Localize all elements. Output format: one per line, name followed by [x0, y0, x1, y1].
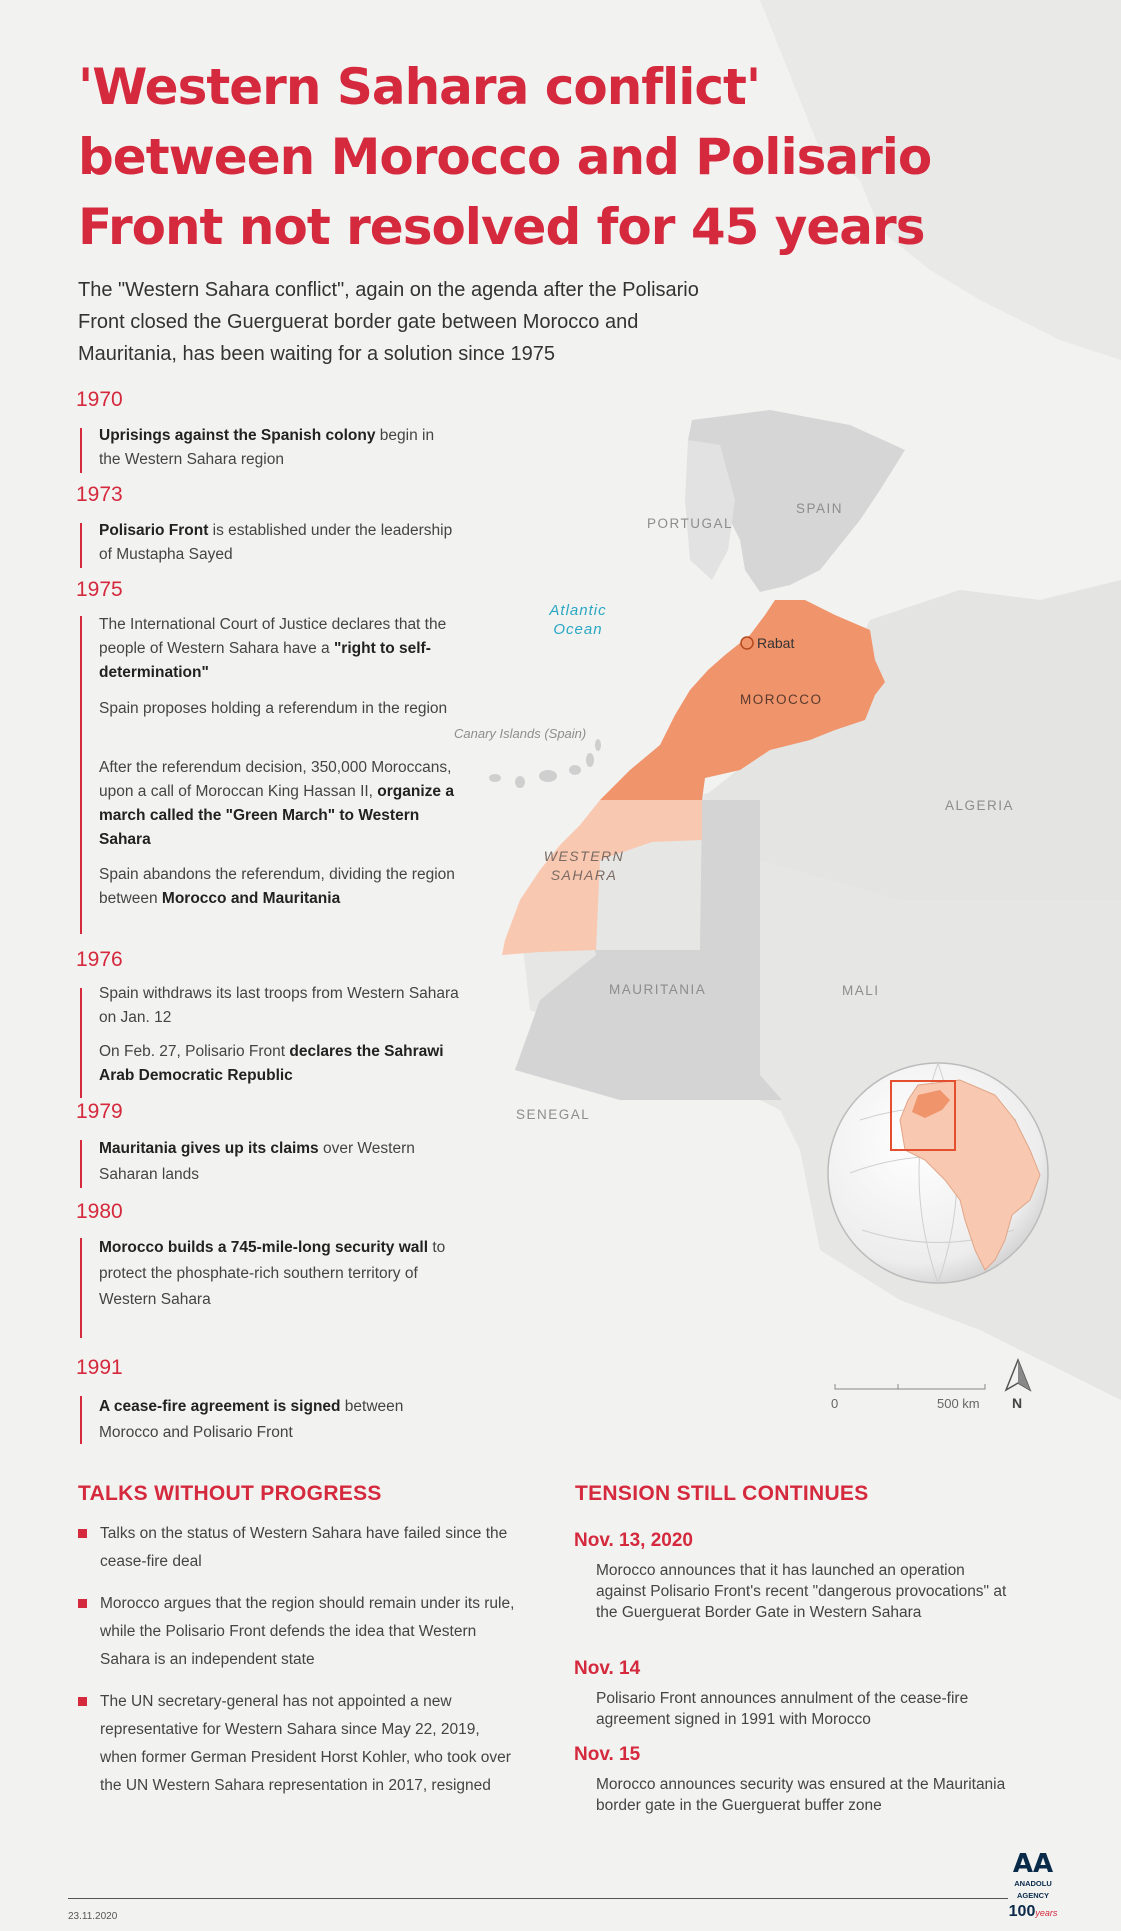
- event-1976-withdraw: [99, 982, 459, 1030]
- footer-date: 23.11.2020: [68, 1911, 118, 1922]
- event-text: over Western Saharan lands: [99, 1140, 415, 1183]
- map-label-ocean: [528, 601, 628, 639]
- map-label-algeria: ALGERIA: [945, 798, 1015, 813]
- scale-bar: [835, 1384, 985, 1389]
- event-text: Spain withdraws its last troops from Western Sahara on Jan. 12: [99, 985, 459, 1026]
- map-label-canary: Canary Islands (Spain): [454, 726, 587, 741]
- year-1979: 1979: [76, 1100, 123, 1123]
- north-arrow-icon: [1006, 1360, 1030, 1390]
- year-1970: 1970: [76, 388, 123, 411]
- title-line-3: Front not resolved for 45 years: [78, 198, 925, 256]
- talks-item: [78, 1688, 518, 1800]
- north-label: N: [1012, 1395, 1023, 1411]
- canary-islands: [489, 739, 601, 788]
- event-text: Spain abandons the referendum, dividing the region between: [99, 866, 455, 907]
- subtitle-line: Mauritania, has been waiting for a solution since 1975: [78, 343, 555, 365]
- subtitle-line: The "Western Sahara conflict", again on the agenda after the Polisario: [78, 279, 699, 301]
- event-1975-referendum: [99, 697, 459, 721]
- event-bold: Mauritania gives up its claims: [99, 1140, 319, 1157]
- timeline-bar: [80, 1396, 82, 1444]
- event-1979: [99, 1136, 459, 1188]
- talks-item-text: Morocco argues that the region should remain under its rule, while the Polisario Front defends the idea that Western Sahara is an independent state: [100, 1595, 515, 1668]
- tension-text: Morocco announces that it has launched an operation against Polisario Front's recent "dangerous provocations" at the Guerguerat Border Gate in Western Sahara: [596, 1562, 1007, 1621]
- event-bold: Morocco builds a 745-mile-long security wall: [99, 1239, 429, 1256]
- event-1991: [99, 1394, 459, 1446]
- timeline-bar: [80, 523, 82, 568]
- map-label-spain: SPAIN: [796, 501, 844, 516]
- tension-date: Nov. 13, 2020: [574, 1530, 694, 1551]
- event-1973: [99, 519, 459, 567]
- subtitle-line: Front closed the Guerguerat border gate between Morocco and: [78, 311, 639, 333]
- scale-label-zero: 0: [831, 1396, 839, 1411]
- event-bold: declares the Sahrawi Arab Democratic Republic: [99, 1043, 444, 1084]
- logo-years-number: 100: [1008, 1903, 1036, 1920]
- talks-item: [78, 1520, 518, 1576]
- talks-title: TALKS WITHOUT PROGRESS: [78, 1482, 382, 1505]
- year-1991: 1991: [76, 1356, 123, 1379]
- timeline-bar: [80, 1238, 82, 1338]
- event-1970: [99, 424, 459, 472]
- event-bold: Polisario Front: [99, 522, 209, 539]
- map-label-rabat: Rabat: [757, 635, 795, 651]
- event-bold: Uprisings against the Spanish colony: [99, 427, 376, 444]
- event-text: On Feb. 27, Polisario Front: [99, 1043, 290, 1060]
- subtitle: [78, 274, 818, 370]
- title-line-1: 'Western Sahara conflict': [78, 58, 761, 116]
- event-1975-green-march: [99, 756, 459, 852]
- timeline-bar: [80, 1140, 82, 1188]
- title-line-2: between Morocco and Polisario: [78, 128, 932, 186]
- logo-years-suffix: years: [1035, 1908, 1058, 1918]
- footer-divider: [68, 1898, 1008, 1899]
- event-bold: organize a march called the "Green March" to Western Sahara: [99, 783, 454, 848]
- talks-item-text: Talks on the status of Western Sahara have failed since the cease-fire deal: [100, 1525, 508, 1570]
- event-1980: [99, 1235, 459, 1313]
- scale-label-500: 500 km: [937, 1396, 980, 1411]
- tension-date: Nov. 15: [574, 1744, 641, 1765]
- year-1980: 1980: [76, 1200, 123, 1223]
- event-1975-division: [99, 863, 459, 911]
- tension-text: Morocco announces security was ensured at the Mauritania border gate in the Guerguerat buffer zone: [596, 1776, 1006, 1814]
- event-bold: A cease-fire agreement is signed: [99, 1398, 341, 1415]
- event-text: to protect the phosphate-rich southern territory of Western Sahara: [99, 1239, 446, 1308]
- logo-years: [998, 1902, 1068, 1923]
- year-1973: 1973: [76, 483, 123, 506]
- ws-line: SAHARA: [550, 867, 618, 883]
- event-text: is established under the leadership of Mustapha Sayed: [99, 522, 453, 563]
- tension-text: Polisario Front announces annulment of the cease-fire agreement signed in 1991 with Morocco: [596, 1690, 969, 1728]
- event-text: After the referendum decision, 350,000 Moroccans, upon a call of Moroccan King Hassan II,: [99, 759, 452, 800]
- logo-name: ANADOLU AGENCY: [1014, 1879, 1052, 1900]
- ocean-line: Ocean: [553, 621, 603, 638]
- event-bold: "right to self-determination": [99, 640, 431, 681]
- locator-globe: [828, 1063, 1048, 1283]
- year-1975: 1975: [76, 578, 123, 601]
- rabat-marker: [741, 637, 753, 649]
- ocean-line: Atlantic: [549, 602, 607, 619]
- timeline-bar: [80, 616, 82, 934]
- event-bold: Morocco and Mauritania: [161, 890, 341, 907]
- timeline-bar: [80, 988, 82, 1098]
- event-text: Spain proposes holding a referendum in the region: [99, 700, 448, 717]
- bullet-icon: [78, 1599, 87, 1608]
- page-title: [78, 52, 1038, 262]
- map-label-mauritania: MAURITANIA: [609, 982, 707, 997]
- map-label-mali: MALI: [842, 983, 880, 998]
- event-text: The International Court of Justice declares that the people of Western Sahara have a: [99, 616, 447, 657]
- map-label-morocco: MOROCCO: [740, 692, 823, 707]
- logo-aa: AA: [1012, 1849, 1054, 1879]
- map-label-senegal: SENEGAL: [516, 1107, 591, 1122]
- event-1975-icj: [99, 613, 459, 685]
- timeline-bar: [80, 428, 82, 473]
- map-label-portugal: PORTUGAL: [647, 516, 734, 531]
- event-1976-sadr: [99, 1040, 459, 1088]
- year-1976: 1976: [76, 948, 123, 971]
- talks-item: [78, 1590, 518, 1674]
- bullet-icon: [78, 1697, 87, 1706]
- event-text: begin in the Western Sahara region: [99, 427, 435, 468]
- talks-item-text: The UN secretary-general has not appointed a new representative for Western Sahara since May 22, 2019, when former German President Horst Kohler, who took over the UN Western Sahara representation in 2017, resigned: [100, 1693, 511, 1794]
- event-text: between Morocco and Polisario Front: [99, 1398, 404, 1441]
- tension-date: Nov. 14: [574, 1658, 641, 1679]
- bullet-icon: [78, 1529, 87, 1538]
- map-label-western-sahara: [534, 847, 634, 885]
- anadolu-logo: [998, 1850, 1068, 1923]
- ws-line: WESTERN: [543, 848, 625, 864]
- tension-title: TENSION STILL CONTINUES: [575, 1482, 869, 1505]
